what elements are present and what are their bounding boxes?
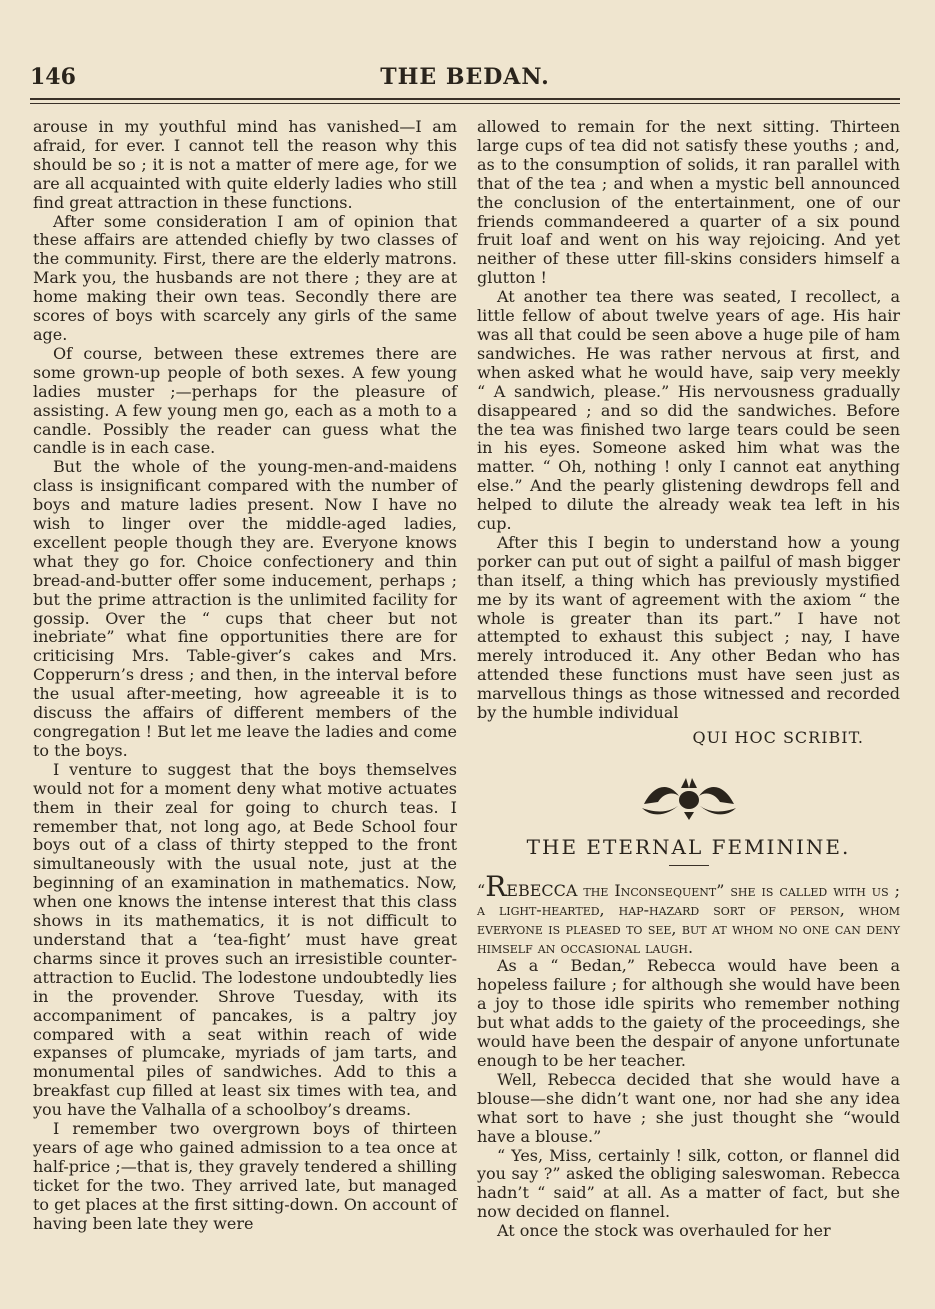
paragraph-text: EBECCA the Inconsequent” she is called with us ; a light-hearted, hap-hazard sort of person, whom everyone is pleased to see, but at whom no one can deny himself an occasional laugh. (477, 880, 900, 957)
paragraph: Well, Rebecca decided that she would have a blouse—she didn’t want one, nor had she any idea what sort to have ; she just thought she “would have a blouse.” (477, 1069, 900, 1146)
paragraph: As a “ Bedan,” Rebecca would have been a hopeless failure ; for although she would have been a joy to those idle spirits who remember nothing but what adds to the gaiety of the proceedings, she would have been the despair of anyone unfortunate enough to be her teacher. (477, 956, 900, 1070)
page-header (30, 62, 900, 92)
paragraph: “REBECCA the Inconsequent” she is called with us ; a light-hearted, hap-hazard sort of person, whom everyone is pleased to see, but at whom no one can deny himself an occasional laugh. (477, 869, 900, 957)
floral-ornament-icon (634, 774, 744, 822)
paragraph: Of course, between these extremes there are some grown-up people of both sexes. A few young ladies muster ;—perhaps for the pleasure of assisting. A few young men go, each as a moth to a candle. Possibly the reader can guess what the candle is in each case. (33, 343, 457, 458)
right-column (477, 118, 900, 1241)
paragraph: But the whole of the young-men-and-maidens class is insignificant compared with the number of boys and mature ladies present. Now I have no wish to linger over the middle-aged ladies, excellent people though they are. Everyone knows what they go for. Choice confectionery and thin bread-and-butter offer some inducement, perhaps ; but the prime attraction is the unlimited facility for gossip. Over the “ cups that cheer but not inebriate” what fine opportunities there are for criticising Mrs. Table-giver’s cakes and Mrs. Copperurn’s dress ; and then, in the interval before the usual after-meeting, how agreeable it is to discuss the affairs of different members of the congregation ! But let me leave the ladies and come to the boys. (33, 457, 457, 760)
signature: QUI HOC SCRIBIT. (692, 728, 864, 747)
running-head: THE BEDAN. (380, 64, 550, 90)
header-rule-thin (30, 103, 900, 104)
paragraph: After some consideration I am of opinion that these affairs are attended chiefly by two classes of the community. First, there are the elderly matrons. Mark you, the husbands are not there ; they are at home making their own teas. Secondly there are scores of boys with scarcely any girls of the same age. (33, 211, 457, 344)
paragraph: At once the stock was overhauled for her (497, 1221, 831, 1241)
header-rule (30, 98, 900, 100)
paragraph: After this I begin to understand how a young porker can put out of sight a pailful of mash bigger than itself, a thing which has previously mystified me by its want of agreement with the axiom “ the whole is greater than its part.” I have not attempted to exhaust this subject ; nay, I have merely introduced it. Any other Bedan who has attended these functions must have seen just as marvellous things as those witnessed and recorded by the humble individual (477, 532, 900, 723)
left-column (33, 118, 457, 1233)
paragraph: I venture to suggest that the boys themselves would not for a moment deny what motive actuates them in their zeal for going to church teas. I remember that, not long ago, at Bede School four boys out of a class of thirty stepped to the front simultaneously with the usual note, just at the beginning of an examination in mathematics. Now, when one knows the intense interest that this class shows in its mathematics, it is not difficult to understand that a ‘tea-fight’ must have great charms since it proves such an irresistible counter-attraction to Euclid. The lodestone undoubtedly lies in the provender. Shrove Tuesday, with its accompaniment of pancakes, is a paltry joy compared with a seat within reach of wide expanses of plumcake, myriads of jam tarts, and monumental piles of sandwiches. Add to this a breakfast cup filled at least six times with tea, and you have the Valhalla of a schoolboy’s dreams. (33, 759, 457, 1120)
page-number: 146 (30, 64, 76, 90)
drop-cap: R (485, 869, 507, 903)
paragraph: allowed to remain for the next sitting. Thirteen large cups of tea did not satisfy these youths ; and, as to the consumption of solids, it ran parallel with that of the tea ; and when a mystic bell announced the conclusion of the entertainment, one of our friends commandeered a quarter of a six pound fruit loaf and went on his way rejoicing. And yet neither of these utter fill-skins considers himself a glutton ! (477, 117, 900, 288)
article-title: THE ETERNAL FEMININE. (526, 834, 851, 859)
paragraph: arouse in my youthful mind has vanished—I am afraid, for ever. I cannot tell the reason why this should be so ; it is not a matter of mere age, for we are all acquainted with quite elderly ladies who still find great attraction in these functions. (33, 117, 457, 212)
paragraph: At another tea there was seated, I recollect, a little fellow of about twelve years of age. His hair was all that could be seen above a huge pile of ham sandwiches. He was rather nervous at first, and when asked what he would have, saip very meekly “ A sandwich, please.” His nervousness gradually disappeared ; and so did the sandwiches. Before the tea was finished two large tears could be seen in his eyes. Someone asked him what was the matter. “ Oh, nothing ! only I cannot eat anything else.” And the pearly glistening dewdrops fell and helped to dilute the already weak tea left in his cup. (477, 287, 900, 534)
paragraph: I remember two overgrown boys of thirteen years of age who gained admission to a tea once at half-price ;—that is, they gravely tendered a shilling ticket for the two. They arrived late, but managed to get places at the first sitting-down. On account of having been late they were (33, 1119, 457, 1233)
paragraph: “ Yes, Miss, certainly ! silk, cotton, or flannel did you say ?” asked the obliging saleswoman. Rebecca hadn’t “ said” at all. As a matter of fact, but she now decided on flannel. (477, 1145, 900, 1222)
title-rule (669, 865, 709, 866)
